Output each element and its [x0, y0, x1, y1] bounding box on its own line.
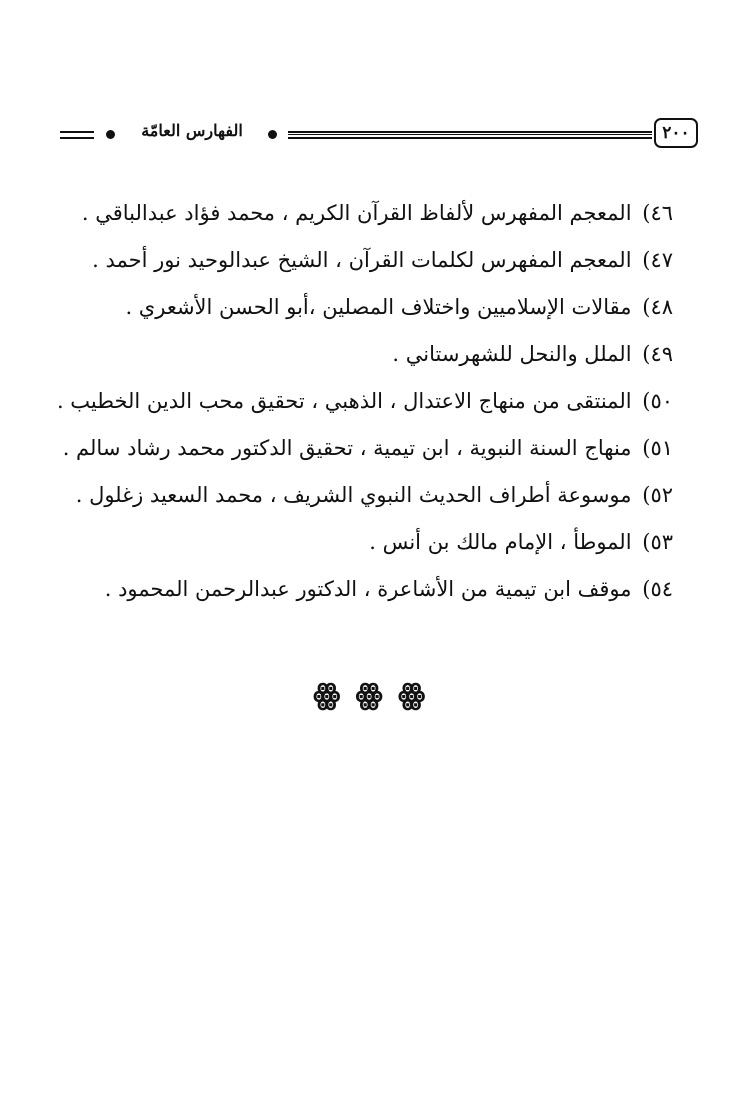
entry-number: ٥١): [642, 436, 673, 460]
entry-text: المنتقى من منهاج الاعتدال ، الذهبي ، تحقيق محب الدين الخطيب .: [56, 389, 632, 413]
list-item: [73, 472, 673, 519]
page-number: ٢٠٠: [654, 118, 698, 148]
entry-number: ٤٧): [642, 248, 673, 272]
entry-number: ٤٨): [642, 295, 673, 319]
list-item: [73, 190, 673, 237]
list-item: [73, 566, 673, 613]
list-item: [62, 425, 673, 472]
header-rule-right: [288, 131, 652, 139]
list-item: [73, 284, 673, 331]
ornament-glyphs: ꙮꙮꙮ: [312, 678, 441, 711]
entry-number: ٤٩): [642, 342, 673, 366]
entry-number: ٥٣): [642, 530, 673, 554]
header-bullet-right: [268, 130, 277, 139]
entry-text: المعجم المفهرس لكلمات القرآن ، الشيخ عبدالوحيد نور أحمد .: [92, 248, 632, 272]
entry-text: مقالات الإسلاميين واختلاف المصلين ،أبو الحسن الأشعري .: [125, 295, 632, 319]
entry-text: الملل والنحل للشهرستاني .: [392, 342, 632, 366]
header-rule-left: [60, 131, 94, 139]
entry-number: ٥٢): [642, 483, 673, 507]
entry-text: المعجم المفهرس لألفاظ القرآن الكريم ، محمد فؤاد عبدالباقي .: [81, 201, 632, 225]
entry-text: الموطأ ، الإمام مالك بن أنس .: [369, 530, 632, 554]
entry-number: ٥٠): [642, 389, 673, 413]
list-item: [73, 331, 673, 378]
header-bullet-left: [106, 130, 115, 139]
entry-number: ٥٤): [642, 577, 673, 601]
entry-text: موسوعة أطراف الحديث النبوي الشريف ، محمد السعيد زغلول .: [75, 483, 632, 507]
reference-list: [56, 190, 673, 613]
list-item: [73, 519, 673, 566]
entry-text: منهاج السنة النبوية ، ابن تيمية ، تحقيق الدكتور محمد رشاد سالم .: [62, 436, 632, 460]
end-ornament-icon: [0, 678, 753, 711]
list-item: [73, 237, 673, 284]
entry-number: ٤٦): [642, 201, 673, 225]
list-item: [56, 378, 673, 425]
page-header: [60, 118, 698, 152]
running-title: الفهارس العامّة: [141, 121, 243, 140]
entry-text: موقف ابن تيمية من الأشاعرة ، الدكتور عبدالرحمن المحمود .: [104, 577, 632, 601]
